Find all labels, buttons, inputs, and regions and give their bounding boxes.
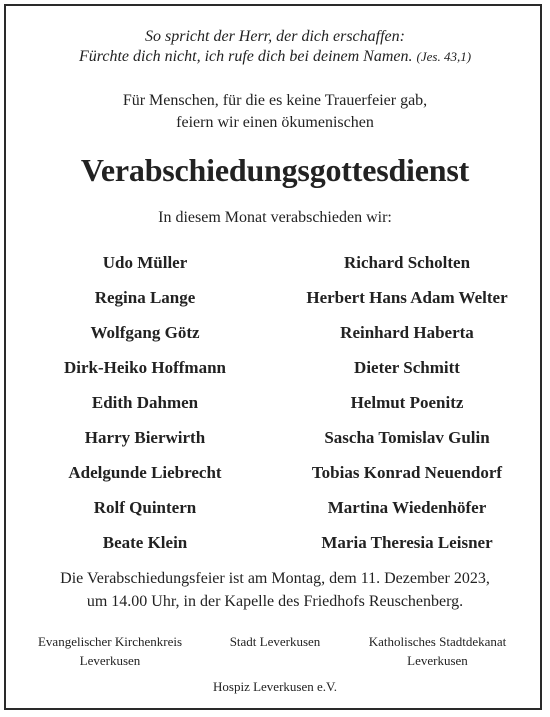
footer-hospice: Hospiz Leverkusen e.V.: [213, 679, 337, 694]
verse-line-2: [0, 47, 550, 67]
bible-verse: [0, 27, 550, 67]
subintro: In diesem Monat verabschieden wir:: [158, 209, 392, 226]
name-row: [0, 323, 550, 358]
intro-line-1: Für Menschen, für die es keine Trauerfeier gab,: [122, 92, 428, 109]
name-right: Tobias Konrad Neuendorf: [311, 463, 503, 482]
name-row: [0, 288, 550, 323]
footer-evangelical-line-2: Leverkusen: [79, 653, 141, 668]
footer-city: Stadt Leverkusen: [229, 634, 321, 649]
name-left: Udo Müller: [102, 253, 188, 272]
name-right: Herbert Hans Adam Welter: [306, 288, 508, 307]
name-left: Wolfgang Götz: [90, 323, 200, 342]
ceremony-line-2: um 14.00 Uhr, in der Kapelle des Friedhofs Reuschenberg.: [86, 593, 464, 610]
name-left: Regina Lange: [94, 288, 196, 307]
verse-reference: (Jes. 43,1): [416, 49, 472, 64]
name-left: Adelgunde Liebrecht: [68, 463, 222, 482]
name-left: Beate Klein: [102, 533, 188, 552]
intro-text: [0, 90, 550, 134]
name-row: [0, 463, 550, 498]
footer-catholic: [345, 632, 530, 670]
footer-catholic-line-1: Katholisches Stadtdekanat: [368, 634, 507, 649]
headline: Verabschiedungsgottesdienst: [80, 152, 470, 188]
name-row: [0, 498, 550, 533]
name-right: Reinhard Haberta: [340, 323, 474, 342]
name-right: Maria Theresia Leisner: [321, 533, 493, 552]
footer-evangelical-line-1: Evangelischer Kirchenkreis: [37, 634, 183, 649]
name-right: Helmut Poenitz: [350, 393, 464, 412]
intro-line-2: feiern wir einen ökumenischen: [176, 114, 374, 131]
names-list: [0, 253, 550, 568]
name-right: Richard Scholten: [343, 253, 471, 272]
verse-line-1: So spricht der Herr, der dich erschaffen:: [145, 28, 405, 45]
name-left: Edith Dahmen: [91, 393, 199, 412]
name-left: Rolf Quintern: [93, 498, 197, 517]
name-right: Dieter Schmitt: [354, 358, 460, 377]
name-row: [0, 428, 550, 463]
name-row: [0, 253, 550, 288]
footer-catholic-line-2: Leverkusen: [407, 653, 468, 668]
ceremony-line-1: Die Verabschiedungsfeier ist am Montag, dem 11. Dezember 2023,: [60, 570, 490, 587]
name-row: [0, 393, 550, 428]
name-right: Martina Wiedenhöfer: [327, 498, 487, 517]
name-left: Dirk-Heiko Hoffmann: [64, 358, 226, 377]
verse-text: Fürchte dich nicht, ich rufe dich bei deinem Namen.: [78, 48, 413, 65]
name-row: [0, 358, 550, 393]
name-right: Sascha Tomislav Gulin: [324, 428, 490, 447]
footer-evangelical: [25, 632, 195, 670]
name-left: Harry Bierwirth: [84, 428, 206, 447]
name-row: [0, 533, 550, 568]
ceremony-info: [0, 567, 550, 613]
